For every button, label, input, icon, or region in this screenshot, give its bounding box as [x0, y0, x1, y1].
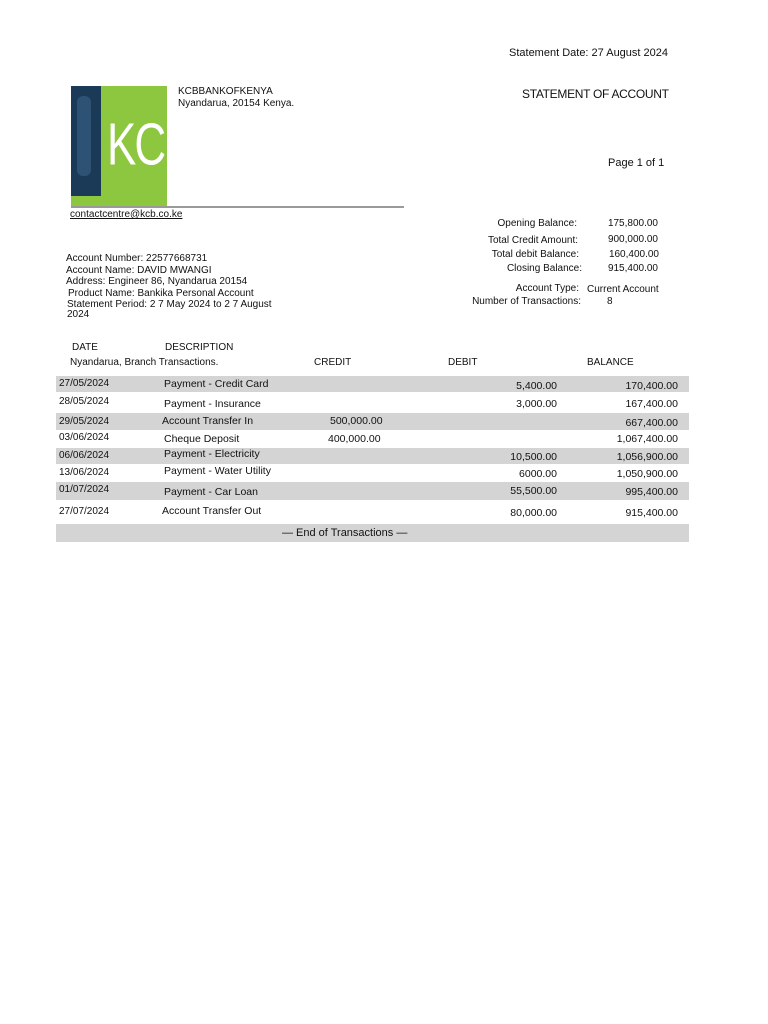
- row-description: Account Transfer Out: [162, 505, 262, 517]
- row-date: 01/07/2024: [59, 484, 110, 495]
- table-row: [56, 465, 689, 481]
- col-header-credit: CREDIT: [314, 357, 352, 368]
- account-number: Account Number: 22577668731: [66, 253, 208, 264]
- total-debit-label: Total debit Balance:: [491, 249, 579, 260]
- row-balance: 170,400.00: [625, 380, 678, 392]
- transaction-count-label: Number of Transactions:: [472, 296, 581, 307]
- table-row: [56, 504, 689, 520]
- account-type-label: Account Type:: [515, 283, 579, 294]
- table-row: [56, 413, 689, 430]
- total-credit-label: Total Credit Amount:: [487, 235, 578, 246]
- row-description: Payment - Electricity: [164, 448, 260, 460]
- account-address: Address: Engineer 86, Nyandarua 20154: [66, 276, 248, 287]
- account-name: Account Name: DAVID MWANGI: [66, 265, 212, 276]
- row-date: 03/06/2024: [59, 432, 110, 443]
- row-description: Payment - Insurance: [164, 398, 261, 410]
- page-title: STATEMENT OF ACCOUNT: [522, 87, 669, 101]
- row-balance: 1,067,400.00: [616, 433, 678, 445]
- row-debit: 3,000.00: [516, 398, 557, 410]
- branch-label: Nyandarua, Branch Transactions.: [70, 357, 219, 368]
- row-balance: 915,400.00: [625, 507, 678, 519]
- header-divider: [71, 206, 404, 208]
- row-description: Payment - Water Utility: [164, 465, 271, 477]
- table-row: [56, 482, 689, 500]
- account-type-value: Current Account: [587, 284, 659, 295]
- row-debit: 55,500.00: [510, 485, 557, 497]
- bank-name: KCBBANKOFKENYA: [178, 86, 273, 97]
- bank-address: Nyandarua, 20154 Kenya.: [178, 98, 295, 109]
- closing-balance-value: 915,400.00: [607, 263, 658, 274]
- row-debit: 10,500.00: [510, 451, 557, 463]
- row-date: 06/06/2024: [59, 450, 110, 461]
- contact-email-link[interactable]: contactcentre@kcb.co.ke: [70, 209, 183, 220]
- row-description: Account Transfer In: [162, 415, 254, 427]
- total-credit-value: 900,000.00: [607, 234, 658, 245]
- col-header-description: DESCRIPTION: [165, 342, 234, 353]
- statement-period-year: 2024: [67, 309, 90, 320]
- closing-balance-label: Closing Balance:: [506, 263, 582, 274]
- opening-balance-label: Opening Balance:: [497, 218, 577, 229]
- table-row: [56, 431, 689, 447]
- end-of-transactions-row: [56, 524, 689, 542]
- row-debit: 80,000.00: [510, 507, 557, 519]
- row-description: Payment - Car Loan: [164, 486, 258, 498]
- end-of-transactions-text: — End of Transactions —: [282, 527, 408, 539]
- product-name: Product Name: Bankika Personal Account: [68, 288, 254, 299]
- row-date: 28/05/2024: [59, 396, 110, 407]
- row-balance: 167,400.00: [625, 398, 678, 410]
- row-description: Cheque Deposit: [164, 433, 240, 445]
- col-header-date: DATE: [72, 342, 98, 353]
- row-credit: 400,000.00: [328, 433, 381, 445]
- row-date: 29/05/2024: [59, 416, 110, 427]
- row-balance: 995,400.00: [625, 486, 678, 498]
- table-row: [56, 396, 689, 412]
- row-date: 27/05/2024: [59, 378, 110, 389]
- statement-date: Statement Date: 27 August 2024: [509, 47, 669, 59]
- logo-text: KCB: [107, 112, 192, 179]
- table-row: [56, 376, 689, 392]
- row-debit: 5,400.00: [516, 380, 557, 392]
- logo-mark-icon: [71, 86, 101, 196]
- row-date: 27/07/2024: [59, 506, 110, 517]
- row-debit: 6000.00: [519, 468, 557, 480]
- statement-period: Statement Period: 2 7 May 2024 to 2 7 August: [67, 299, 272, 310]
- col-header-balance: BALANCE: [587, 357, 634, 368]
- table-row: [56, 448, 689, 464]
- kcb-logo: [71, 86, 192, 206]
- row-balance: 1,056,900.00: [616, 451, 678, 463]
- row-balance: 1,050,900.00: [616, 468, 678, 480]
- row-balance: 667,400.00: [625, 417, 678, 429]
- opening-balance-value: 175,800.00: [607, 218, 658, 229]
- transaction-count-value: 8: [607, 296, 613, 307]
- row-credit: 500,000.00: [330, 415, 383, 427]
- row-date: 13/06/2024: [59, 467, 110, 478]
- col-header-debit: DEBIT: [448, 357, 478, 368]
- total-debit-value: 160,400.00: [608, 249, 659, 260]
- page-number: Page 1 of 1: [608, 157, 665, 169]
- row-description: Payment - Credit Card: [164, 378, 269, 390]
